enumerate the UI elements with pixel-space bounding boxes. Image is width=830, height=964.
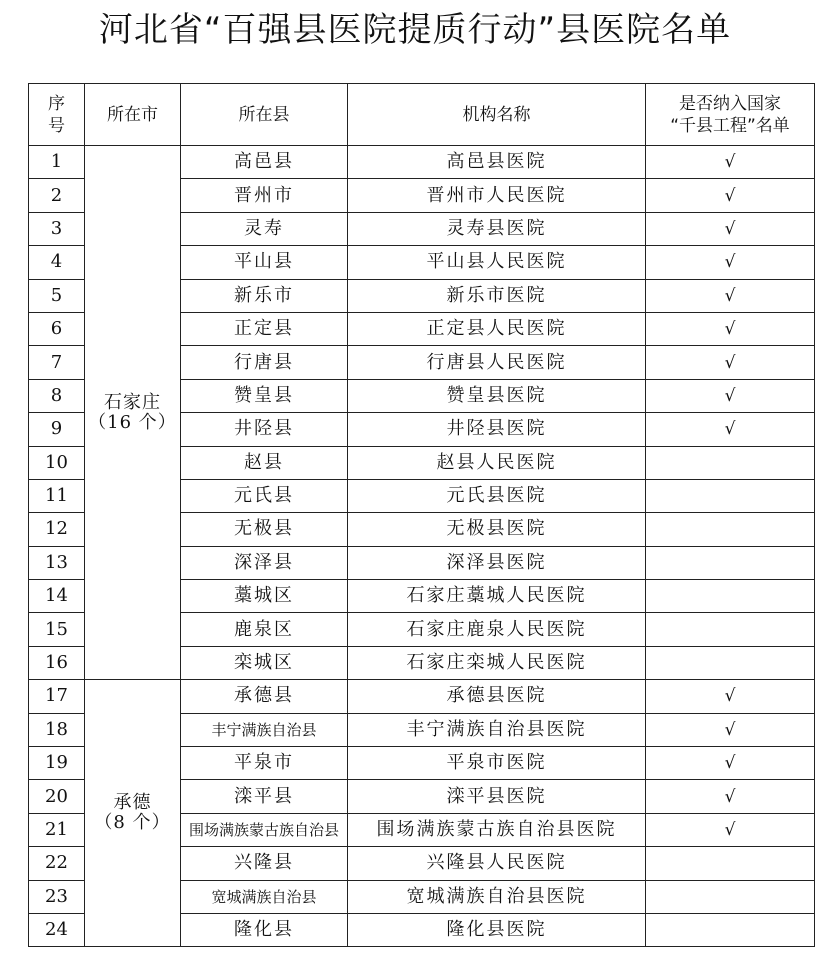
table-header-row: [29, 84, 815, 146]
institution-name: 宽城满族自治县医院: [406, 885, 587, 907]
county-name: 元氏县: [234, 485, 294, 507]
institution-name: 平泉市医院: [446, 752, 547, 774]
county-name: 高邑县: [234, 151, 294, 173]
county-cell: [181, 847, 348, 880]
header-thousand-county-flag: 是否纳入国家 “千县工程”名单: [646, 84, 815, 146]
serial-number-cell: 8: [29, 379, 85, 412]
county-name: 赵县: [244, 451, 284, 473]
institution-cell: [348, 479, 646, 512]
thousand-county-flag-cell: [646, 813, 815, 846]
institution-name: 丰宁满族自治县医院: [406, 718, 587, 740]
institution-name: 井陉县医院: [446, 418, 547, 440]
county-cell: [181, 146, 348, 179]
institution-cell: [348, 212, 646, 245]
county-cell: [181, 312, 348, 345]
county-name: 晋州市: [234, 184, 294, 206]
thousand-county-flag-cell: [646, 713, 815, 746]
institution-cell: [348, 246, 646, 279]
county-cell: [181, 813, 348, 846]
check-mark-icon: √: [724, 352, 736, 373]
city-name: 承德: [113, 792, 152, 814]
county-name: 栾城区: [234, 652, 294, 674]
institution-name: 赞皇县医院: [446, 384, 547, 406]
serial-number-cell: 19: [29, 747, 85, 780]
header-county: 所在县: [181, 84, 348, 146]
header-serial-number: 序 号: [29, 84, 85, 146]
county-name: 行唐县: [234, 351, 294, 373]
serial-number-cell: 13: [29, 546, 85, 579]
thousand-county-flag-cell: [646, 546, 815, 579]
thousand-county-flag-cell: [646, 379, 815, 412]
institution-cell: [348, 813, 646, 846]
institution-name: 石家庄藁城人民医院: [406, 585, 587, 607]
county-cell: [181, 613, 348, 646]
county-cell: [181, 580, 348, 613]
county-cell: [181, 880, 348, 913]
institution-name: 石家庄鹿泉人民医院: [406, 618, 587, 640]
thousand-county-flag-cell: [646, 479, 815, 512]
check-mark-icon: √: [724, 185, 736, 206]
check-mark-icon: √: [724, 218, 736, 239]
county-cell: [181, 346, 348, 379]
county-name: 灵寿: [244, 217, 284, 239]
thousand-county-flag-cell: [646, 580, 815, 613]
county-cell: [181, 513, 348, 546]
institution-cell: [348, 747, 646, 780]
serial-number-cell: 6: [29, 312, 85, 345]
county-name: 承德县: [234, 685, 294, 707]
serial-number-cell: 14: [29, 580, 85, 613]
serial-number-cell: 10: [29, 446, 85, 479]
institution-cell: [348, 646, 646, 679]
thousand-county-flag-cell: [646, 880, 815, 913]
check-mark-icon: √: [724, 319, 736, 340]
institution-cell: [348, 279, 646, 312]
county-cell: [181, 713, 348, 746]
institution-name: 晋州市人民医院: [426, 184, 567, 206]
institution-name: 无极县医院: [446, 518, 547, 540]
county-name: 平山县: [234, 251, 294, 273]
county-name: 鹿泉区: [234, 618, 294, 640]
institution-cell: [348, 713, 646, 746]
serial-number-cell: 9: [29, 413, 85, 446]
institution-cell: [348, 847, 646, 880]
county-name: 平泉市: [234, 752, 294, 774]
county-cell: [181, 279, 348, 312]
page-title: 河北省“百强县医院提质行动”县医院名单: [98, 10, 732, 50]
hospital-table: [28, 83, 815, 947]
institution-name: 高邑县医院: [446, 151, 547, 173]
thousand-county-flag-cell: [646, 747, 815, 780]
thousand-county-flag-cell: [646, 613, 815, 646]
institution-name: 新乐市医院: [446, 284, 547, 306]
thousand-county-flag-cell: [646, 513, 815, 546]
institution-name: 赵县人民医院: [436, 451, 557, 473]
county-name: 深泽县: [234, 551, 294, 573]
institution-name: 正定县人民医院: [426, 318, 567, 340]
institution-cell: [348, 446, 646, 479]
county-name: 兴隆县: [234, 852, 294, 874]
county-cell: [181, 379, 348, 412]
serial-number-cell: 7: [29, 346, 85, 379]
check-mark-icon: √: [724, 753, 736, 774]
check-mark-icon: √: [724, 820, 736, 840]
check-mark-icon: √: [724, 252, 736, 273]
institution-name: 承德县医院: [446, 685, 547, 707]
county-name: 新乐市: [234, 284, 294, 306]
serial-number-cell: 12: [29, 513, 85, 546]
table-row: [29, 146, 815, 179]
serial-number-cell: 23: [29, 880, 85, 913]
serial-number-cell: 17: [29, 680, 85, 713]
thousand-county-flag-cell: [646, 312, 815, 345]
county-cell: [181, 680, 348, 713]
city-cell: [85, 680, 181, 947]
county-cell: [181, 780, 348, 813]
thousand-county-flag-cell: [646, 279, 815, 312]
institution-cell: [348, 880, 646, 913]
check-mark-icon: √: [724, 285, 736, 306]
table-body: [29, 146, 815, 947]
institution-cell: [348, 546, 646, 579]
county-name: 宽城满族自治县: [211, 887, 317, 906]
thousand-county-flag-cell: [646, 446, 815, 479]
institution-name: 围场满族蒙古族自治县医院: [376, 819, 617, 840]
serial-number-cell: 5: [29, 279, 85, 312]
check-mark-icon: √: [724, 419, 736, 440]
institution-name: 灵寿县医院: [446, 217, 547, 239]
county-name: 藁城区: [234, 585, 294, 607]
institution-name: 石家庄栾城人民医院: [406, 652, 587, 674]
table-row: [29, 680, 815, 713]
header-city: 所在市: [85, 84, 181, 146]
header-institution: 机构名称: [348, 84, 646, 146]
county-name: 无极县: [234, 518, 294, 540]
serial-number-cell: 4: [29, 246, 85, 279]
institution-cell: [348, 413, 646, 446]
thousand-county-flag-cell: [646, 646, 815, 679]
check-mark-icon: √: [724, 786, 736, 807]
county-cell: [181, 546, 348, 579]
county-name: 正定县: [234, 318, 294, 340]
serial-number-cell: 18: [29, 713, 85, 746]
institution-cell: [348, 312, 646, 345]
institution-name: 行唐县人民医院: [426, 351, 567, 373]
serial-number-cell: 24: [29, 913, 85, 946]
institution-name: 滦平县医院: [446, 785, 547, 807]
city-hospital-count: （8 个）: [94, 812, 171, 834]
serial-number-cell: 1: [29, 146, 85, 179]
institution-name: 平山县人民医院: [426, 251, 567, 273]
check-mark-icon: √: [724, 686, 736, 707]
serial-number-cell: 11: [29, 479, 85, 512]
county-name: 丰宁满族自治县: [211, 720, 317, 739]
thousand-county-flag-cell: [646, 680, 815, 713]
county-name: 滦平县: [234, 785, 294, 807]
county-cell: [181, 246, 348, 279]
county-cell: [181, 646, 348, 679]
institution-name: 兴隆县人民医院: [426, 852, 567, 874]
thousand-county-flag-cell: [646, 847, 815, 880]
county-cell: [181, 413, 348, 446]
county-cell: [181, 446, 348, 479]
county-name: 围场满族蒙古族自治县: [188, 821, 339, 839]
county-cell: [181, 479, 348, 512]
institution-cell: [348, 379, 646, 412]
county-cell: [181, 179, 348, 212]
institution-cell: [348, 513, 646, 546]
county-cell: [181, 913, 348, 946]
thousand-county-flag-cell: [646, 346, 815, 379]
check-mark-icon: √: [724, 719, 736, 740]
thousand-county-flag-cell: [646, 146, 815, 179]
check-mark-icon: √: [724, 385, 736, 406]
city-hospital-count: （16 个）: [88, 411, 177, 433]
serial-number-cell: 21: [29, 813, 85, 846]
institution-cell: [348, 179, 646, 212]
thousand-county-flag-cell: [646, 246, 815, 279]
serial-number-cell: 16: [29, 646, 85, 679]
institution-cell: [348, 780, 646, 813]
institution-name: 隆化县医院: [446, 919, 547, 941]
county-name: 井陉县: [234, 418, 294, 440]
institution-cell: [348, 146, 646, 179]
county-cell: [181, 747, 348, 780]
thousand-county-flag-cell: [646, 413, 815, 446]
thousand-county-flag-cell: [646, 212, 815, 245]
institution-cell: [348, 580, 646, 613]
institution-cell: [348, 613, 646, 646]
county-cell: [181, 212, 348, 245]
institution-cell: [348, 680, 646, 713]
thousand-county-flag-cell: [646, 179, 815, 212]
institution-cell: [348, 346, 646, 379]
serial-number-cell: 2: [29, 179, 85, 212]
county-name: 隆化县: [234, 919, 294, 941]
city-cell: [85, 146, 181, 680]
serial-number-cell: 15: [29, 613, 85, 646]
institution-cell: [348, 913, 646, 946]
serial-number-cell: 20: [29, 780, 85, 813]
institution-name: 深泽县医院: [446, 551, 547, 573]
county-name: 赞皇县: [234, 384, 294, 406]
check-mark-icon: √: [724, 152, 736, 173]
institution-name: 元氏县医院: [446, 485, 547, 507]
thousand-county-flag-cell: [646, 913, 815, 946]
serial-number-cell: 22: [29, 847, 85, 880]
city-name: 石家庄: [104, 391, 161, 413]
serial-number-cell: 3: [29, 212, 85, 245]
thousand-county-flag-cell: [646, 780, 815, 813]
